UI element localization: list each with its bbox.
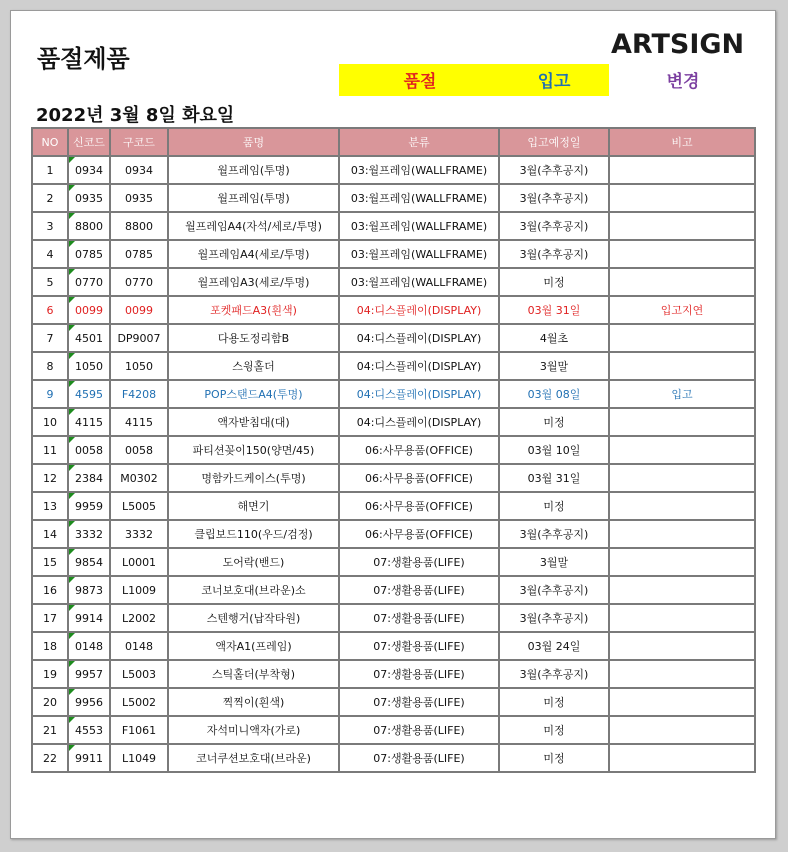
cell-new-code: 0785 — [68, 240, 110, 268]
col-header-category: 분류 — [339, 128, 499, 156]
cell-new-code: 0148 — [68, 632, 110, 660]
cell-old-code: L0001 — [110, 548, 168, 576]
legend-changed: 변경 — [666, 72, 700, 92]
cell-category: 04:디스플레이(DISPLAY) — [339, 380, 499, 408]
cell-category: 03:월프레임(WALLFRAME) — [339, 240, 499, 268]
col-header-product-name: 품명 — [168, 128, 339, 156]
cell-restock-date: 3월(추후공지) — [499, 184, 609, 212]
cell-old-code: L5002 — [110, 688, 168, 716]
cell-no: 14 — [32, 520, 68, 548]
cell-no: 22 — [32, 744, 68, 772]
cell-remarks: 입고지연 — [609, 296, 755, 324]
cell-product-name: 코너쿠션보호대(브라운) — [168, 744, 339, 772]
cell-restock-date: 미정 — [499, 688, 609, 716]
cell-restock-date: 03월 10일 — [499, 436, 609, 464]
cell-no: 21 — [32, 716, 68, 744]
cell-new-code: 4501 — [68, 324, 110, 352]
cell-restock-date: 03월 08일 — [499, 380, 609, 408]
cell-category: 06:사무용품(OFFICE) — [339, 492, 499, 520]
cell-product-name: 클립보드110(우드/검정) — [168, 520, 339, 548]
cell-remarks — [609, 464, 755, 492]
cell-remarks — [609, 408, 755, 436]
table-row — [32, 184, 755, 212]
cell-old-code: L5003 — [110, 660, 168, 688]
cell-restock-date: 03월 24일 — [499, 632, 609, 660]
cell-new-code: 9956 — [68, 688, 110, 716]
table-row — [32, 240, 755, 268]
table-row — [32, 352, 755, 380]
cell-remarks — [609, 240, 755, 268]
cell-new-code: 4115 — [68, 408, 110, 436]
table-row — [32, 716, 755, 744]
cell-remarks — [609, 716, 755, 744]
cell-remarks: 입고 — [609, 380, 755, 408]
cell-restock-date: 미정 — [499, 268, 609, 296]
cell-old-code: 0058 — [110, 436, 168, 464]
cell-old-code: 4115 — [110, 408, 168, 436]
cell-product-name: 스텐행거(납작타원) — [168, 604, 339, 632]
cell-category: 07:생활용품(LIFE) — [339, 604, 499, 632]
cell-category: 07:생활용품(LIFE) — [339, 548, 499, 576]
table-row — [32, 548, 755, 576]
cell-category: 06:사무용품(OFFICE) — [339, 520, 499, 548]
col-header-restock-date: 입고예정일 — [499, 128, 609, 156]
cell-new-code: 9959 — [68, 492, 110, 520]
cell-product-name: POP스탠드A4(투명) — [168, 380, 339, 408]
cell-new-code: 2384 — [68, 464, 110, 492]
table-row — [32, 268, 755, 296]
cell-category: 03:월프레임(WALLFRAME) — [339, 268, 499, 296]
cell-new-code: 9957 — [68, 660, 110, 688]
cell-remarks — [609, 184, 755, 212]
cell-old-code: L2002 — [110, 604, 168, 632]
cell-product-name: 월프레임(투명) — [168, 184, 339, 212]
col-header-no: NO — [32, 128, 68, 156]
col-header-new-code: 신코드 — [68, 128, 110, 156]
cell-new-code: 9914 — [68, 604, 110, 632]
cell-category: 07:생활용품(LIFE) — [339, 688, 499, 716]
cell-restock-date: 3월말 — [499, 548, 609, 576]
table-row — [32, 576, 755, 604]
cell-no: 3 — [32, 212, 68, 240]
cell-old-code: 1050 — [110, 352, 168, 380]
table-row — [32, 212, 755, 240]
cell-old-code: 0148 — [110, 632, 168, 660]
cell-product-name: 다용도정리함B — [168, 324, 339, 352]
cell-no: 1 — [32, 156, 68, 184]
table-row — [32, 436, 755, 464]
cell-new-code: 0935 — [68, 184, 110, 212]
cell-product-name: 자석미니액자(가로) — [168, 716, 339, 744]
cell-no: 13 — [32, 492, 68, 520]
cell-category: 07:생활용품(LIFE) — [339, 632, 499, 660]
cell-remarks — [609, 632, 755, 660]
cell-remarks — [609, 744, 755, 772]
cell-old-code: F1061 — [110, 716, 168, 744]
cell-old-code: DP9007 — [110, 324, 168, 352]
cell-old-code: 8800 — [110, 212, 168, 240]
cell-restock-date: 3월(추후공지) — [499, 212, 609, 240]
cell-remarks — [609, 660, 755, 688]
cell-product-name: 도어락(밴드) — [168, 548, 339, 576]
cell-no: 5 — [32, 268, 68, 296]
cell-no: 16 — [32, 576, 68, 604]
cell-new-code: 0770 — [68, 268, 110, 296]
document-sheet — [10, 10, 776, 839]
cell-remarks — [609, 212, 755, 240]
table-row — [32, 156, 755, 184]
cell-remarks — [609, 576, 755, 604]
cell-restock-date: 3월(추후공지) — [499, 604, 609, 632]
cell-new-code: 8800 — [68, 212, 110, 240]
legend-soldout: 품절 — [403, 72, 437, 92]
cell-new-code: 0099 — [68, 296, 110, 324]
cell-category: 07:생활용품(LIFE) — [339, 716, 499, 744]
table-row — [32, 492, 755, 520]
table-row — [32, 296, 755, 324]
cell-old-code: 0770 — [110, 268, 168, 296]
cell-remarks — [609, 324, 755, 352]
cell-restock-date: 3월말 — [499, 352, 609, 380]
cell-restock-date: 미정 — [499, 716, 609, 744]
cell-new-code: 9854 — [68, 548, 110, 576]
cell-category: 06:사무용품(OFFICE) — [339, 464, 499, 492]
cell-no: 15 — [32, 548, 68, 576]
cell-restock-date: 3월(추후공지) — [499, 660, 609, 688]
cell-old-code: L1049 — [110, 744, 168, 772]
cell-no: 18 — [32, 632, 68, 660]
cell-remarks — [609, 688, 755, 716]
table-row — [32, 604, 755, 632]
table-header-row — [32, 128, 755, 156]
table-row — [32, 632, 755, 660]
cell-no: 9 — [32, 380, 68, 408]
page-title: 품절제품 — [37, 45, 130, 73]
cell-remarks — [609, 436, 755, 464]
cell-old-code: L5005 — [110, 492, 168, 520]
cell-product-name: 월프레임A4(자석/세로/투명) — [168, 212, 339, 240]
cell-new-code: 4595 — [68, 380, 110, 408]
cell-restock-date: 3월(추후공지) — [499, 576, 609, 604]
cell-product-name: 찍찍이(흰색) — [168, 688, 339, 716]
cell-product-name: 월프레임(투명) — [168, 156, 339, 184]
cell-category: 04:디스플레이(DISPLAY) — [339, 324, 499, 352]
cell-no: 2 — [32, 184, 68, 212]
cell-remarks — [609, 604, 755, 632]
cell-old-code: L1009 — [110, 576, 168, 604]
table-row — [32, 744, 755, 772]
cell-product-name: 명함카드케이스(투명) — [168, 464, 339, 492]
cell-old-code: 0785 — [110, 240, 168, 268]
table-row — [32, 688, 755, 716]
cell-category: 07:생활용품(LIFE) — [339, 744, 499, 772]
cell-old-code: 0934 — [110, 156, 168, 184]
cell-category: 07:생활용품(LIFE) — [339, 576, 499, 604]
cell-product-name: 스틱홀더(부착형) — [168, 660, 339, 688]
soldout-table — [31, 127, 756, 773]
legend-restock: 입고 — [537, 72, 571, 92]
cell-new-code: 0934 — [68, 156, 110, 184]
cell-category: 03:월프레임(WALLFRAME) — [339, 212, 499, 240]
cell-restock-date: 미정 — [499, 744, 609, 772]
cell-remarks — [609, 548, 755, 576]
cell-restock-date: 4월초 — [499, 324, 609, 352]
cell-remarks — [609, 520, 755, 548]
cell-product-name: 액자A1(프레임) — [168, 632, 339, 660]
cell-remarks — [609, 156, 755, 184]
cell-no: 10 — [32, 408, 68, 436]
report-date: 2022년 3월 8일 화요일 — [36, 105, 235, 126]
table-row — [32, 324, 755, 352]
cell-no: 4 — [32, 240, 68, 268]
cell-restock-date: 3월(추후공지) — [499, 156, 609, 184]
cell-restock-date: 미정 — [499, 408, 609, 436]
cell-old-code: 0935 — [110, 184, 168, 212]
col-header-old-code: 구코드 — [110, 128, 168, 156]
cell-category: 04:디스플레이(DISPLAY) — [339, 296, 499, 324]
cell-restock-date: 03월 31일 — [499, 464, 609, 492]
cell-new-code: 0058 — [68, 436, 110, 464]
cell-product-name: 월프레임A3(세로/투명) — [168, 268, 339, 296]
table-row — [32, 380, 755, 408]
cell-no: 19 — [32, 660, 68, 688]
cell-restock-date: 03월 31일 — [499, 296, 609, 324]
cell-no: 20 — [32, 688, 68, 716]
cell-category: 04:디스플레이(DISPLAY) — [339, 408, 499, 436]
cell-product-name: 스윙홀더 — [168, 352, 339, 380]
cell-product-name: 포켓패드A3(흰색) — [168, 296, 339, 324]
cell-new-code: 9911 — [68, 744, 110, 772]
cell-restock-date: 3월(추후공지) — [499, 520, 609, 548]
cell-category: 04:디스플레이(DISPLAY) — [339, 352, 499, 380]
cell-product-name: 액자받침대(대) — [168, 408, 339, 436]
cell-old-code: 3332 — [110, 520, 168, 548]
cell-product-name: 코너보호대(브라운)소 — [168, 576, 339, 604]
table-row — [32, 464, 755, 492]
cell-category: 07:생활용품(LIFE) — [339, 660, 499, 688]
cell-no: 7 — [32, 324, 68, 352]
cell-no: 17 — [32, 604, 68, 632]
cell-product-name: 해면기 — [168, 492, 339, 520]
cell-remarks — [609, 492, 755, 520]
cell-old-code: 0099 — [110, 296, 168, 324]
cell-category: 03:월프레임(WALLFRAME) — [339, 184, 499, 212]
cell-new-code: 1050 — [68, 352, 110, 380]
table-row — [32, 520, 755, 548]
cell-new-code: 3332 — [68, 520, 110, 548]
cell-old-code: F4208 — [110, 380, 168, 408]
brand-logo: ARTSIGN — [611, 29, 745, 60]
cell-category: 03:월프레임(WALLFRAME) — [339, 156, 499, 184]
cell-no: 12 — [32, 464, 68, 492]
cell-new-code: 9873 — [68, 576, 110, 604]
cell-no: 6 — [32, 296, 68, 324]
cell-remarks — [609, 268, 755, 296]
cell-product-name: 월프레임A4(세로/투명) — [168, 240, 339, 268]
cell-new-code: 4553 — [68, 716, 110, 744]
table-row — [32, 660, 755, 688]
cell-restock-date: 3월(추후공지) — [499, 240, 609, 268]
table-row — [32, 408, 755, 436]
cell-product-name: 파티션꽂이150(양면/45) — [168, 436, 339, 464]
cell-no: 11 — [32, 436, 68, 464]
col-header-remarks: 비고 — [609, 128, 755, 156]
cell-category: 06:사무용품(OFFICE) — [339, 436, 499, 464]
cell-remarks — [609, 352, 755, 380]
cell-restock-date: 미정 — [499, 492, 609, 520]
cell-old-code: M0302 — [110, 464, 168, 492]
cell-no: 8 — [32, 352, 68, 380]
